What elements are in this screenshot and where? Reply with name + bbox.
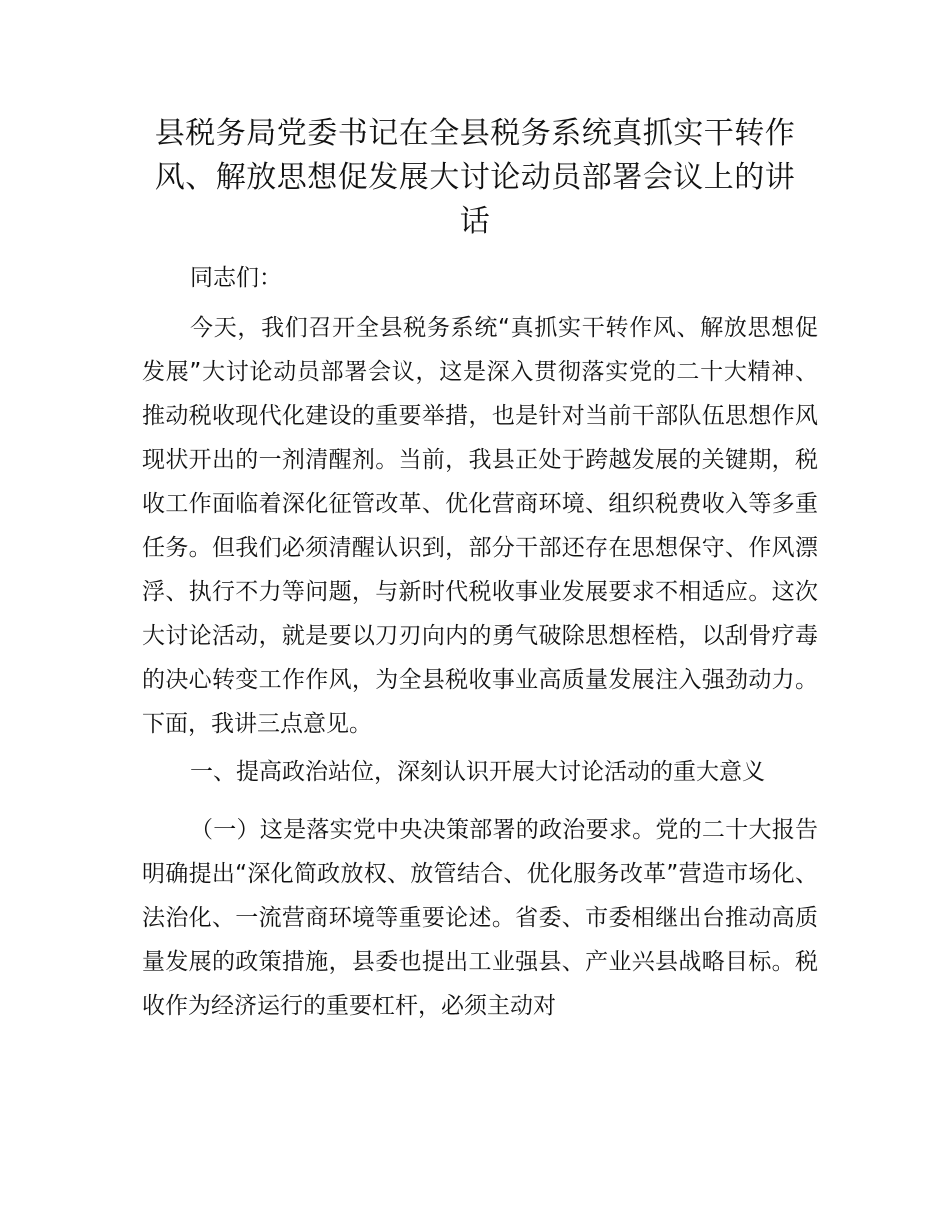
document-title: 县税务局党委书记在全县税务系统真抓实干转作风、解放思想促发展大讨论动员部署会议上的讲话 [154, 116, 796, 239]
paragraph-section-1-1: （一）这是落实党中央决策部署的政治要求。党的二十大报告明确提出“深化简政放权、放管结合、优化服务改革”营造市场化、法治化、一流营商环境等重要论述。省委、市委相继出台推动高质量发展的政策措施，县委也提出工业强县、产业兴县战略目标。税收作为经济运行的重要杠杆，必须主动对 [142, 817, 818, 1019]
section-heading-1: 一、提高政治站位，深刻认识开展大讨论活动的重大意义 [190, 759, 765, 785]
paragraph-intro: 今天，我们召开全县税务系统“真抓实干转作风、解放思想促发展”大讨论动员部署会议，这是深入贯彻落实党的二十大精神、推动税收现代化建设的重要举措，也是针对当前干部队伍思想作风现状开出的一剂清醒剂。当前，我县正处于跨越发展的关键期，税收工作面临着深化征管改革、优化营商环境、组织税费收入等多重任务。但我们必须清醒认识到，部分干部还存在思想保守、作风漂浮、执行不力等问题，与新时代税收事业发展要求不相适应。这次大讨论活动，就是要以刀刃向内的勇气破除思想桎梏，以刮骨疗毒的决心转变工作作风，为全县税收事业高质量发展注入强劲动力。下面，我讲三点意见。 [142, 315, 818, 737]
salutation: 同志们： [190, 265, 282, 291]
